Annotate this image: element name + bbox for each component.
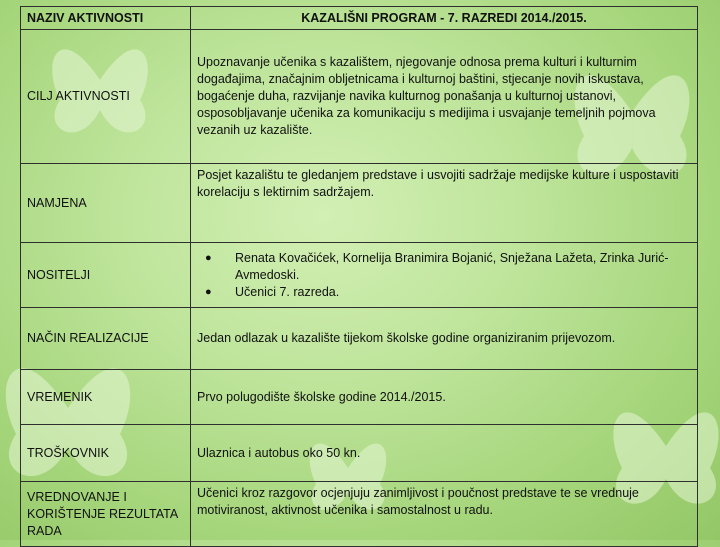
table-row	[21, 425, 698, 482]
row-label-namjena: NAMJENA	[21, 164, 191, 243]
row-label-vrednovanje: VREDNOVANJE I KORIŠTENJE REZULTATA RADA	[21, 482, 191, 547]
list-item-text: Učenici 7. razreda.	[235, 284, 340, 299]
table-row	[21, 370, 698, 425]
row-value-nacin: Jedan odlazak u kazalište tijekom školske godine organiziranim prijevozom.	[191, 308, 698, 370]
bullet-icon: ●	[205, 285, 212, 298]
row-label-cilj: CILJ AKTIVNOSTI	[21, 30, 191, 164]
row-label-vremenik: VREMENIK	[21, 370, 191, 425]
row-label-troskovnik: TROŠKOVNIK	[21, 425, 191, 482]
table-row	[21, 30, 698, 164]
activity-table	[20, 6, 698, 547]
row-label-nositelji: NOSITELJI	[21, 243, 191, 308]
row-value-cilj: Upoznavanje učenika s kazalištem, njegovanje odnosa prema kulturi i kulturnim događajima, značajnim obljetnicama i kulturnoj baštini, stjecanje novih iskustava, bogaćenje duha, razvijanje navika kulturnog ponašanja u kulturnoj ustanovi, osposobljavanje učenika za komunikaciju s medijima i usvajanje temeljnih pojmova vezanih uz kazalište.	[191, 30, 698, 164]
row-value-namjena: Posjet kazalištu te gledanjem predstave i usvojiti sadržaje medijske kulture i uspostaviti korelaciju s lektirnim sadržajem.	[191, 164, 698, 243]
list-item	[197, 250, 691, 284]
row-value-nositelji	[191, 243, 698, 308]
list-item	[197, 284, 691, 301]
row-label-nacin: NAČIN REALIZACIJE	[21, 308, 191, 370]
header-title-cell: KAZALIŠNI PROGRAM - 7. RAZREDI 2014./2015.	[191, 7, 698, 30]
bullet-icon: ●	[205, 251, 212, 264]
row-value-troskovnik: Ulaznica i autobus oko 50 kn.	[191, 425, 698, 482]
list-item-text: Renata Kovačićek, Kornelija Branimira Bojanić, Snježana Lažeta, Zrinka Jurić-Avmedoski.	[235, 250, 669, 282]
row-value-vrednovanje: Učenici kroz razgovor ocjenjuju zanimljivost i poučnost predstave te se vrednuje motiviranost, aktivnost učenika i samostalnost u radu.	[191, 482, 698, 547]
activity-table-container	[20, 6, 698, 547]
table-row	[21, 482, 698, 547]
table-row	[21, 164, 698, 243]
nositelji-list	[197, 250, 691, 301]
table-row	[21, 243, 698, 308]
table-header-row	[21, 7, 698, 30]
header-label-cell: NAZIV AKTIVNOSTI	[21, 7, 191, 30]
table-row	[21, 308, 698, 370]
row-value-vremenik: Prvo polugodište školske godine 2014./2015.	[191, 370, 698, 425]
